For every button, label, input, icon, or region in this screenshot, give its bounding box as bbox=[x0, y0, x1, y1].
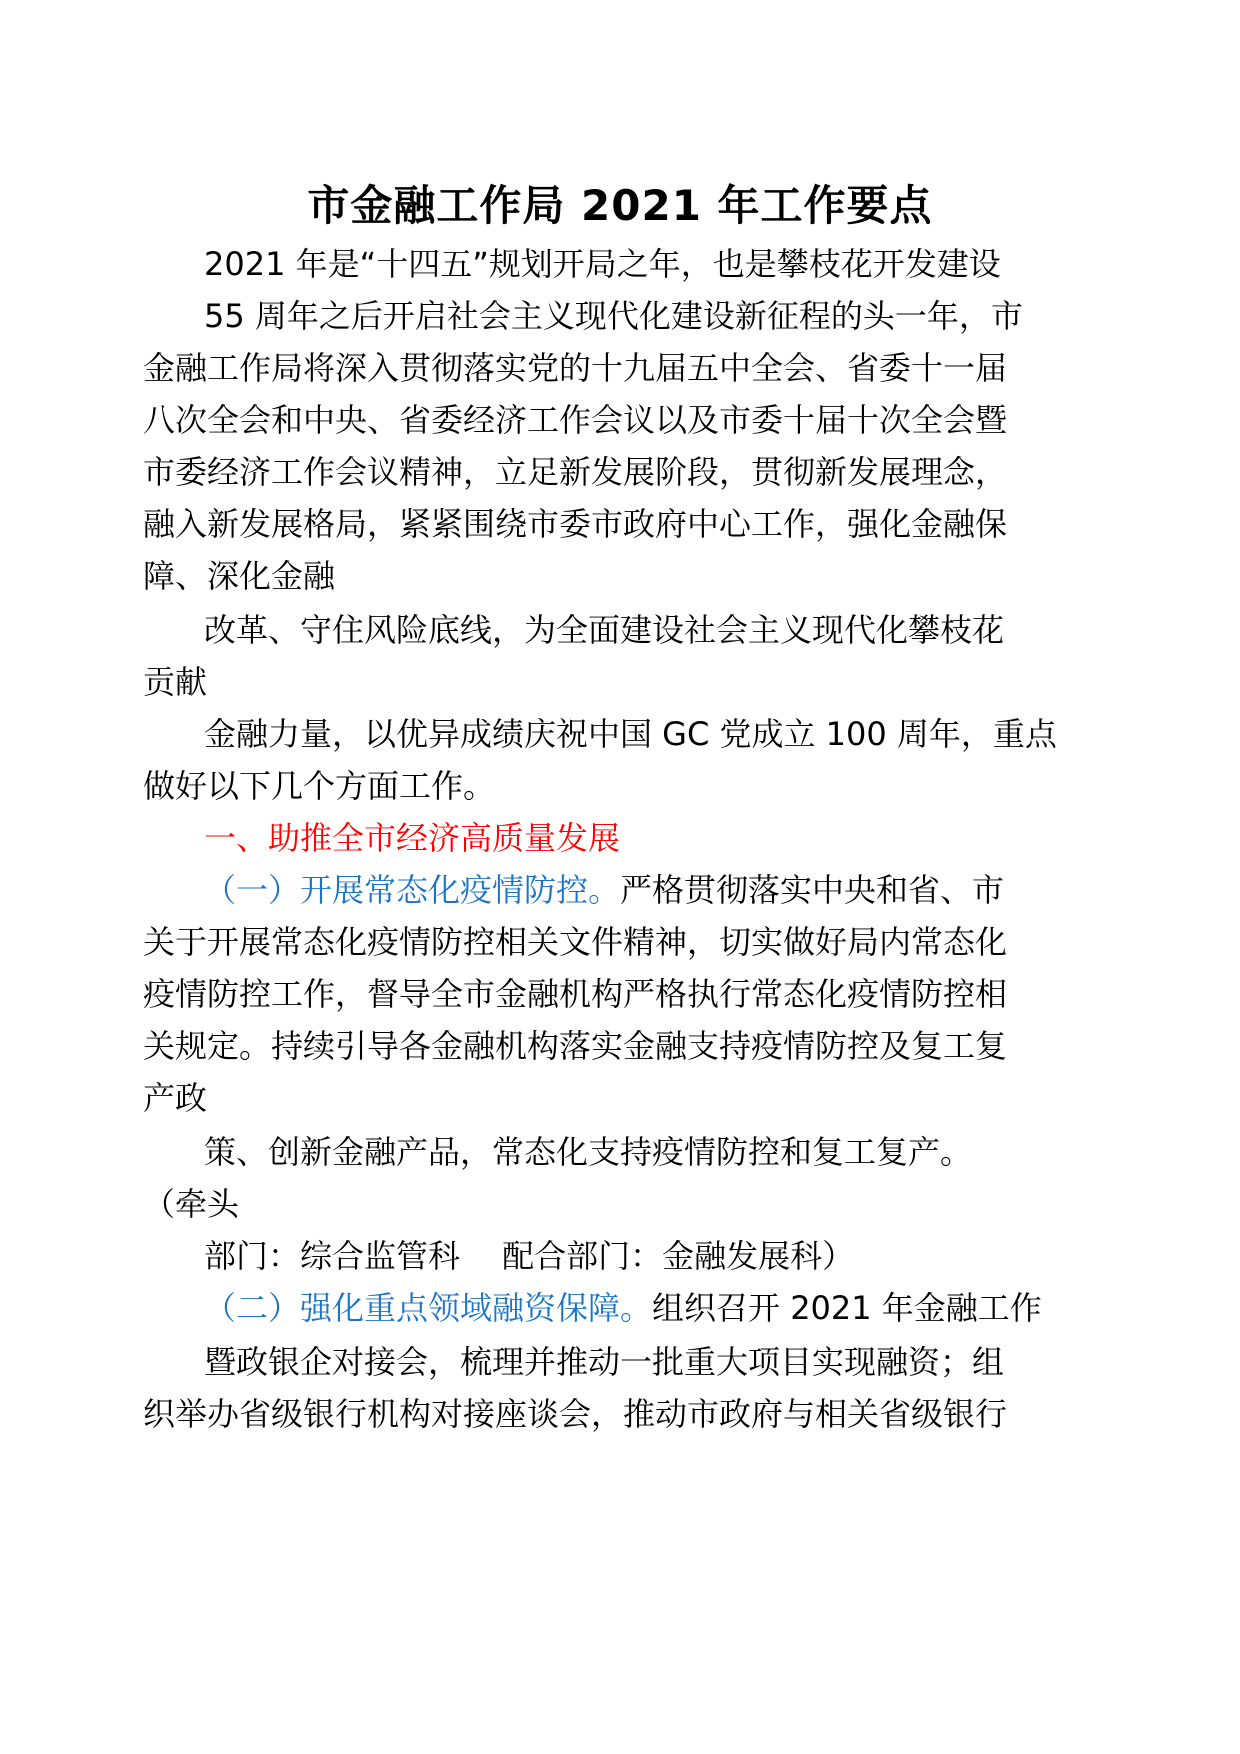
paragraph-line: 融入新发展格局，紧紧围绕市委市政府中心工作，强化金融保 bbox=[143, 505, 1008, 543]
paragraph-line bbox=[204, 1286, 1042, 1330]
paragraph-text: 组织召开 2021 年金融工作 bbox=[652, 1289, 1042, 1327]
paragraph-line: 产政 bbox=[143, 1079, 208, 1117]
paragraph-line: 八次全会和中央、省委经济工作会议以及市委十届十次全会暨 bbox=[143, 401, 1008, 439]
paragraph-line: 关于开展常态化疫情防控相关文件精神，切实做好局内常态化 bbox=[143, 923, 1008, 961]
paragraph-line: 改革、守住风险底线，为全面建设社会主义现代化攀枝花 bbox=[204, 611, 1005, 649]
paragraph-line: 关规定。持续引导各金融机构落实金融支持疫情防控及复工复 bbox=[143, 1027, 1008, 1065]
subsection-heading: （一）开展常态化疫情防控。 bbox=[204, 871, 621, 909]
paragraph-line: 市委经济工作会议精神，立足新发展阶段，贯彻新发展理念， bbox=[143, 453, 1008, 491]
paragraph-text: 严格贯彻落实中央和省、市 bbox=[620, 871, 1005, 909]
paragraph-line: 障、深化金融 bbox=[143, 557, 336, 595]
paragraph-line: （牵头 bbox=[143, 1185, 240, 1223]
subsection-heading: （二）强化重点领域融资保障。 bbox=[204, 1289, 653, 1327]
paragraph-line: 金融力量，以优异成绩庆祝中国 GC 党成立 100 周年，重点 bbox=[204, 715, 1057, 753]
paragraph-line: 部门：综合监管科 配合部门：金融发展科） bbox=[204, 1237, 855, 1275]
paragraph-line: 55 周年之后开启社会主义现代化建设新征程的头一年，市 bbox=[204, 297, 1023, 335]
paragraph-line: 做好以下几个方面工作。 bbox=[143, 767, 496, 805]
paragraph-line: 2021 年是“十四五”规划开局之年，也是攀枝花开发建设 bbox=[204, 245, 1001, 283]
paragraph-line: 织举办省级银行机构对接座谈会，推动市政府与相关省级银行 bbox=[143, 1395, 1008, 1433]
paragraph-line: 贡献 bbox=[143, 663, 208, 701]
section-heading: 一、助推全市经济高质量发展 bbox=[204, 819, 621, 857]
paragraph-line: 策、创新金融产品，常态化支持疫情防控和复工复产。 bbox=[204, 1133, 973, 1171]
document-title: 市金融工作局 2021 年工作要点 bbox=[307, 181, 933, 230]
paragraph-line: 金融工作局将深入贯彻落实党的十九届五中全会、省委十一届 bbox=[143, 349, 1008, 387]
paragraph-line bbox=[204, 868, 1004, 912]
paragraph-line: 暨政银企对接会，梳理并推动一批重大项目实现融资；组 bbox=[204, 1343, 1005, 1381]
paragraph-line: 疫情防控工作，督导全市金融机构严格执行常态化疫情防控相 bbox=[143, 975, 1008, 1013]
